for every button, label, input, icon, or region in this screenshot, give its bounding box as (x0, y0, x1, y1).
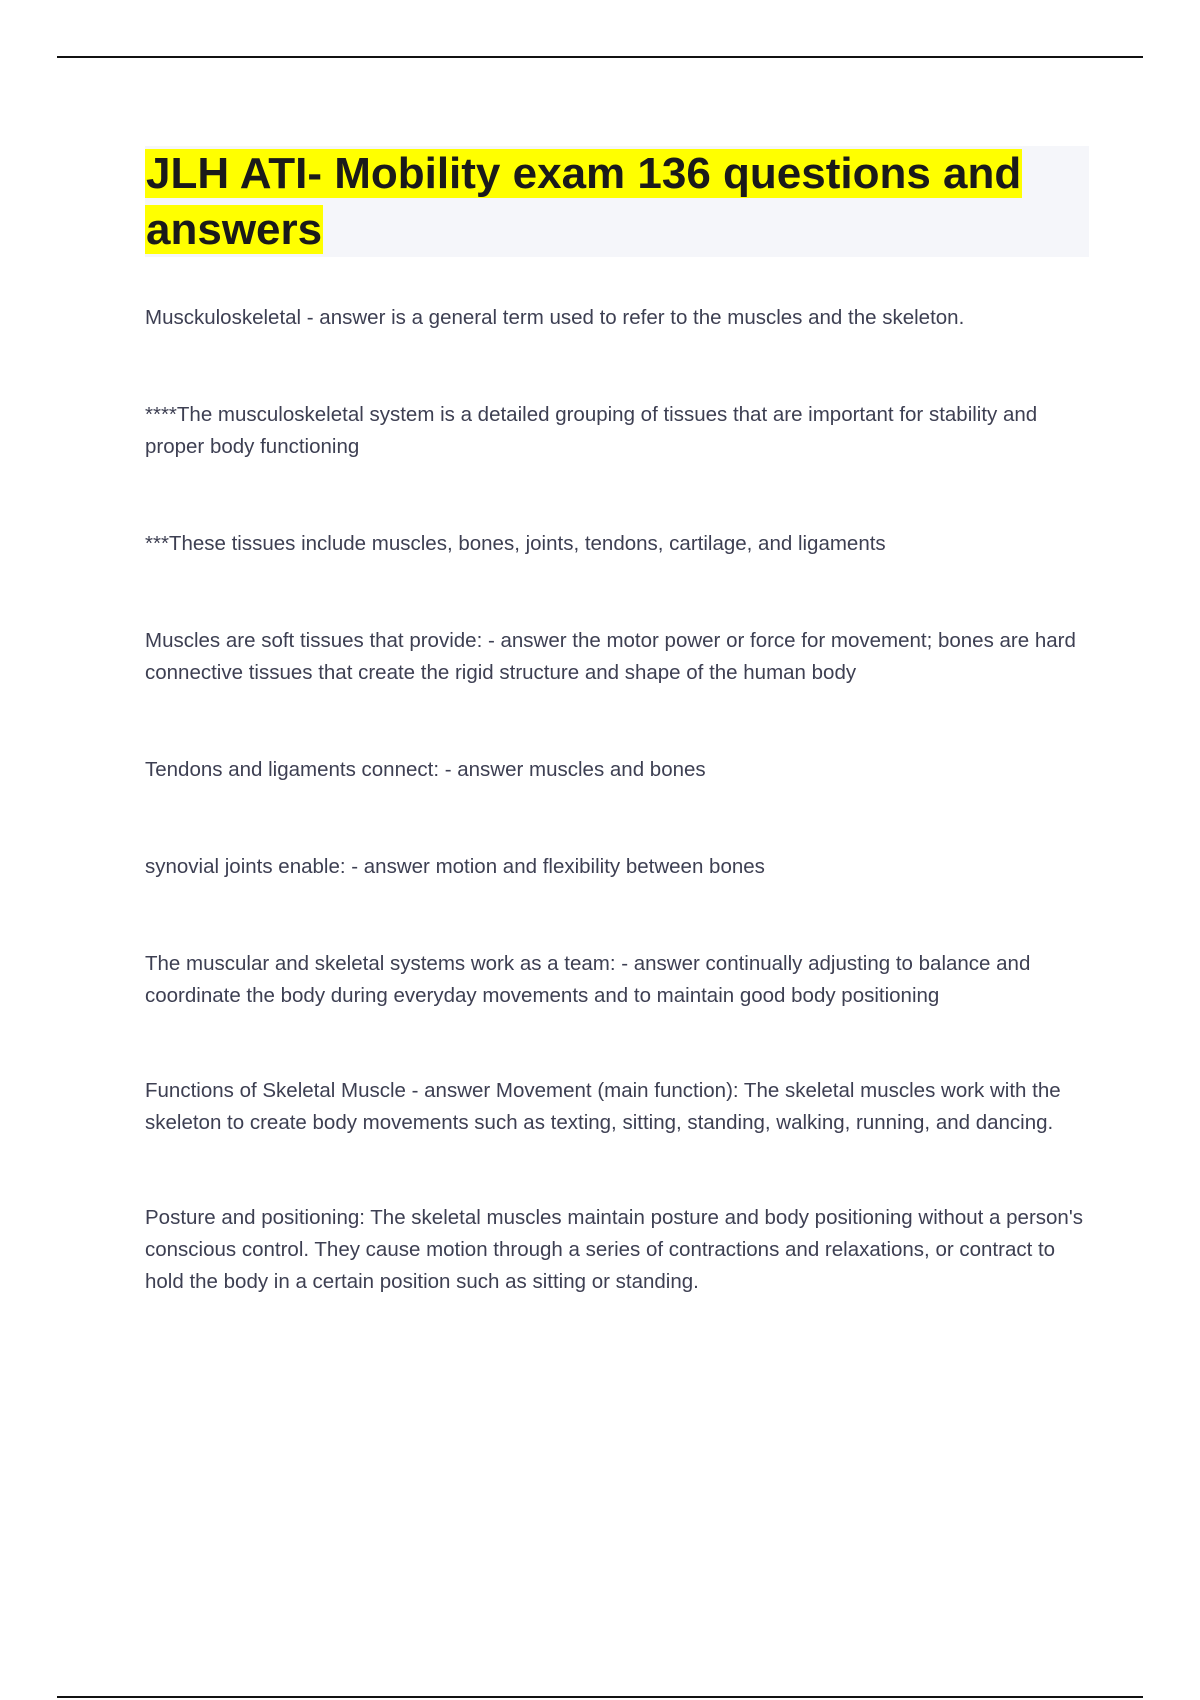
document-title (145, 146, 1045, 258)
footer-rule (57, 1696, 1143, 1698)
paragraph-posture-positioning: Posture and positioning: The skeletal muscles maintain posture and body positioning without a person's conscious control. They cause motion through a series of contractions and relaxations, or contract to hold the body in a certain position such as sitting or standing. (145, 1206, 1083, 1293)
paragraph-muscles-bones: Muscles are soft tissues that provide: - answer the motor power or force for movement; bones are hard connective tissues that create the rigid structure and shape of the human body (145, 629, 1076, 684)
paragraph-tendons-ligaments: Tendons and ligaments connect: - answer muscles and bones (145, 758, 706, 781)
title-block (145, 146, 1089, 257)
paragraph-team-systems: The muscular and skeletal systems work as a team: - answer continually adjusting to balance and coordinate the body during everyday movements and to maintain good body positioning (145, 952, 1031, 1007)
header-rule (57, 56, 1143, 58)
paragraph-system-grouping: ****The musculoskeletal system is a detailed grouping of tissues that are important for stability and proper body functioning (145, 403, 1038, 458)
paragraph-tissues-list: ***These tissues include muscles, bones, joints, tendons, cartilage, and ligaments (145, 532, 886, 555)
paragraph-synovial-joints: synovial joints enable: - answer motion and flexibility between bones (145, 855, 765, 878)
paragraph-musculoskeletal-definition: Musckuloskeletal - answer is a general term used to refer to the muscles and the skeleton. (145, 306, 965, 329)
document-body (145, 302, 1095, 1298)
paragraph-skeletal-muscle-functions: Functions of Skeletal Muscle - answer Movement (main function): The skeletal muscles work with the skeleton to create body movements such as texting, sitting, standing, walking, running, and dancing. (145, 1079, 1061, 1134)
title-highlight: JLH ATI- Mobility exam 136 questions and answers (146, 149, 1022, 254)
